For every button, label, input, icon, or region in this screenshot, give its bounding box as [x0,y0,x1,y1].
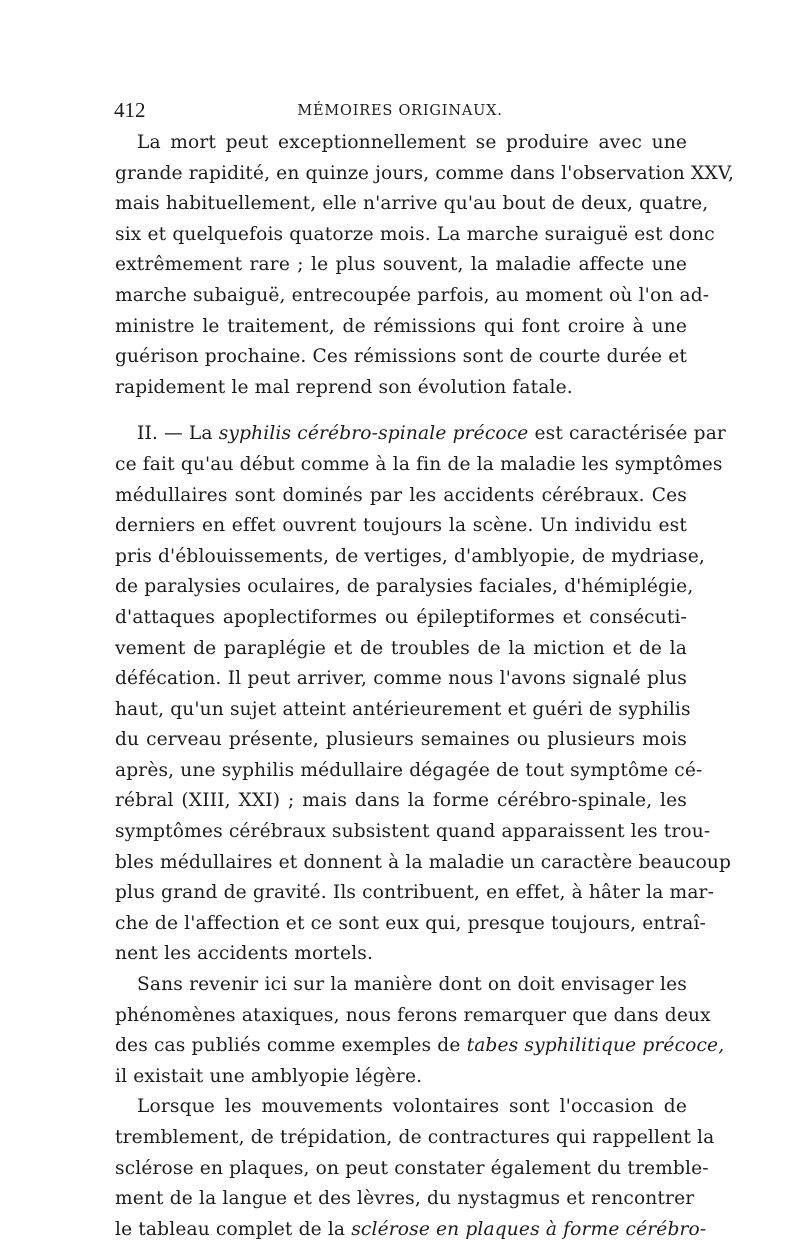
text-line: rapidement le mal reprend son évolution fatale. [115,376,573,398]
section-heading-line [115,419,726,450]
text-line: médullaires sont dominés par les accidents cérébraux. Ces [115,484,687,506]
text-line: d'attaques apoplectiformes ou épileptiformes et consécuti- [115,606,687,628]
body-text [115,128,735,1245]
text-line: plus grand de gravité. Ils contribuent, en effet, à hâter la mar- [115,882,715,904]
line-segment: des cas publiés comme exemples de [115,1035,467,1057]
text-line: derniers en effet ouvrent toujours la scène. Un individu est [115,515,687,537]
text-line [115,1031,725,1062]
line-segment: est caractérisée par [528,423,726,445]
text-line [115,1215,707,1245]
page-header [114,98,686,126]
text-line: pris d'éblouissements, de vertiges, d'amblyopie, de mydriase, [115,545,705,567]
text-line: Sans revenir ici sur la manière dont on doit envisager les [137,974,687,996]
text-line: défécation. Il peut arriver, comme nous l'avons signalé plus [115,668,687,690]
paragraph-1 [115,128,735,403]
italic-term: tabes syphilitique précoce, [466,1035,725,1057]
text-line: extrêmement rare ; le plus souvent, la maladie affecte une [115,254,687,276]
italic-term: sclérose en plaques à forme cérébro- [351,1218,707,1240]
text-line: six et quelquefois quatorze mois. La marche suraiguë est donc [115,223,715,245]
line-segment: le tableau complet de la [115,1218,352,1240]
text-line: haut, qu'un sujet atteint antérieurement et guéri de syphilis [115,698,691,720]
text-line: phénomènes ataxiques, nous ferons remarquer que dans deux [115,1004,711,1026]
text-line: che de l'affection et ce sont eux qui, presque toujours, entraî- [115,912,706,934]
paragraph-3 [115,970,725,1092]
text-line: guérison prochaine. Ces rémissions sont de courte durée et [115,346,687,368]
text-line: ce fait qu'au début comme à la fin de la maladie les symptômes [115,453,723,475]
section-gap [115,403,687,419]
text-line: bles médullaires et donnent à la maladie un caractère beaucoup [115,851,732,873]
line-segment: II. — La [137,423,219,445]
text-line: Lorsque les mouvements volontaires sont l'occasion de [137,1096,687,1118]
text-line: sclérose en plaques, on peut constater également du tremble- [115,1157,709,1179]
text-line: marche subaiguë, entrecoupée parfois, au moment où l'on ad- [115,284,710,306]
text-line: ment de la langue et des lèvres, du nystagmus et rencontrer [115,1188,695,1210]
running-title: MÉMOIRES ORIGINAUX. [297,103,503,119]
text-line: du cerveau présente, plusieurs semaines ou plusieurs mois [115,729,687,751]
text-line: grande rapidité, en quinze jours, comme dans l'observation XXV, [115,162,735,184]
text-line: rébral (XIII, XXI) ; mais dans la forme cérébro-spinale, les [115,790,687,812]
text-line: il existait une amblyopie légère. [115,1065,423,1087]
paragraph-4 [115,1092,715,1245]
text-line: symptômes cérébraux subsistent quand apparaissent les trou- [115,821,711,843]
page-number: 412 [114,98,146,122]
text-line: après, une syphilis médullaire dégagée de tout symptôme cé- [115,759,703,781]
italic-term: syphilis cérébro-spinale précoce [218,423,529,445]
text-line: tremblement, de trépidation, de contractures qui rappellent la [115,1127,715,1148]
text-line: de paralysies oculaires, de paralysies faciales, d'hémiplégie, [115,576,694,598]
text-line: mais habituellement, elle n'arrive qu'au bout de deux, quatre, [115,193,709,215]
paragraph-2 [115,419,732,970]
text-line: ministre le traitement, de rémissions qui font croire à une [115,315,687,337]
text-line: vement de paraplégie et de troubles de la miction et de la [115,637,687,659]
text-line: nent les accidents mortels. [115,943,374,965]
text-line: La mort peut exceptionnellement se produire avec une [137,132,687,153]
